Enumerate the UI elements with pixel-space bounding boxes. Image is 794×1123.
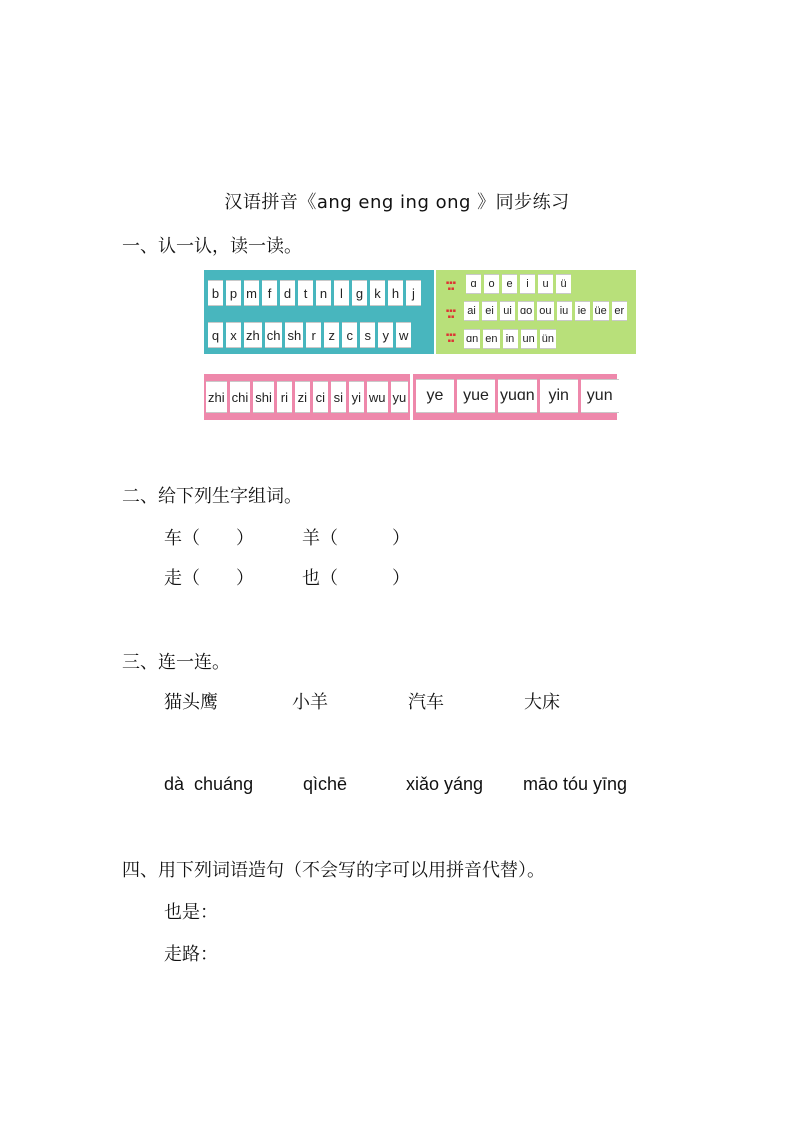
whole-syllable-cell: yun <box>581 379 619 413</box>
initial-cell: d <box>280 280 295 306</box>
word-item-che: 车（ ） <box>164 528 254 549</box>
initials-row-1 <box>208 280 421 306</box>
initial-cell: j <box>406 280 421 306</box>
sentence-item-zoulu: 走路： <box>164 944 218 965</box>
whole-syllables-panel-1 <box>204 374 410 420</box>
section-4-heading: 四、用下列词语造句（不会写的字可以用拼音代替）。 <box>122 860 545 881</box>
sentence-item-yeshi: 也是： <box>164 902 218 923</box>
initial-cell: f <box>262 280 277 306</box>
initial-cell: h <box>388 280 403 306</box>
initial-cell: c <box>342 322 357 348</box>
initial-cell: n <box>316 280 331 306</box>
match-word-4: 大床 <box>524 692 560 713</box>
compound-final-cell: er <box>612 301 627 321</box>
whole-syllable-cell: chi <box>230 381 251 413</box>
whole-syllables-row-1 <box>206 381 408 413</box>
initial-cell: g <box>352 280 367 306</box>
match-word-2: 小羊 <box>292 692 328 713</box>
whole-syllable-cell: ci <box>313 381 328 413</box>
initial-cell: q <box>208 322 223 348</box>
single-finals-label-icon: ▪▪▪ ▪▪ <box>445 280 457 292</box>
page-title: 汉语拼音《ang eng ing ong 》同步练习 <box>224 192 570 213</box>
initial-cell: y <box>378 322 393 348</box>
single-final-cell: i <box>520 274 535 294</box>
compound-final-cell: iu <box>557 301 572 321</box>
nasal-final-cell: ɑn <box>464 329 480 349</box>
finals-single-row <box>466 274 571 294</box>
compound-final-cell: ai <box>464 301 479 321</box>
word-item-ye: 也（ ） <box>302 568 410 589</box>
initial-cell: w <box>396 322 411 348</box>
initials-panel <box>204 270 434 354</box>
match-pinyin-1: dà chuáng <box>164 774 254 794</box>
initial-cell: zh <box>244 322 262 348</box>
initial-cell: x <box>226 322 241 348</box>
match-pinyin-3: xiǎo yáng <box>406 774 484 794</box>
whole-syllable-cell: yuɑn <box>498 379 537 413</box>
initials-row-2 <box>208 322 411 348</box>
section-1-heading: 一、认一认，读一读。 <box>122 236 302 257</box>
initial-cell: m <box>244 280 259 306</box>
section-2-heading: 二、给下列生字组词。 <box>122 486 302 507</box>
whole-syllable-cell: yi <box>349 381 364 413</box>
initial-cell: t <box>298 280 313 306</box>
word-item-zou: 走（ ） <box>164 568 254 589</box>
single-final-cell: o <box>484 274 499 294</box>
initial-cell: b <box>208 280 223 306</box>
pinyin-chart <box>204 270 636 420</box>
match-pinyin-2: qìchē <box>303 774 348 794</box>
initial-cell: z <box>324 322 339 348</box>
whole-syllable-cell: si <box>331 381 346 413</box>
whole-syllable-cell: yue <box>457 379 495 413</box>
compound-final-cell: ui <box>500 301 515 321</box>
single-final-cell: ü <box>556 274 571 294</box>
nasal-finals-label-icon: ▪▪▪ ▪▪ <box>445 332 457 344</box>
initial-cell: p <box>226 280 241 306</box>
whole-syllable-cell: shi <box>253 381 274 413</box>
whole-syllable-cell: ye <box>416 379 454 413</box>
whole-syllable-cell: ri <box>277 381 292 413</box>
initial-cell: s <box>360 322 375 348</box>
single-final-cell: e <box>502 274 517 294</box>
compound-final-cell: ie <box>575 301 590 321</box>
finals-panel <box>436 270 636 354</box>
compound-final-cell: ɑo <box>518 301 534 321</box>
compound-final-cell: ei <box>482 301 497 321</box>
initial-cell: k <box>370 280 385 306</box>
whole-syllable-cell: zhi <box>206 381 227 413</box>
initial-cell: ch <box>265 322 283 348</box>
initial-cell: l <box>334 280 349 306</box>
compound-final-cell: üe <box>593 301 609 321</box>
nasal-final-cell: in <box>503 329 518 349</box>
whole-syllable-cell: wu <box>367 381 388 413</box>
nasal-final-cell: un <box>521 329 537 349</box>
section-3-heading: 三、连一连。 <box>122 652 230 673</box>
finals-nasal-row <box>464 329 556 349</box>
initial-cell: sh <box>285 322 303 348</box>
whole-syllable-cell: yin <box>540 379 578 413</box>
whole-syllables-row-2 <box>416 379 619 413</box>
compound-final-cell: ou <box>537 301 553 321</box>
nasal-final-cell: en <box>483 329 499 349</box>
match-word-3: 汽车 <box>408 692 444 713</box>
nasal-final-cell: ün <box>540 329 556 349</box>
initial-cell: r <box>306 322 321 348</box>
finals-compound-row <box>464 301 627 321</box>
word-item-yang: 羊（ ） <box>302 528 410 549</box>
whole-syllable-cell: yu <box>391 381 409 413</box>
single-final-cell: u <box>538 274 553 294</box>
single-final-cell: ɑ <box>466 274 481 294</box>
match-word-1: 猫头鹰 <box>164 692 218 713</box>
whole-syllable-cell: zi <box>295 381 310 413</box>
match-pinyin-4: māo tóu yīng <box>523 774 628 794</box>
whole-syllables-panel-2 <box>413 374 617 420</box>
compound-finals-label-icon: ▪▪▪ ▪▪ <box>445 308 457 320</box>
